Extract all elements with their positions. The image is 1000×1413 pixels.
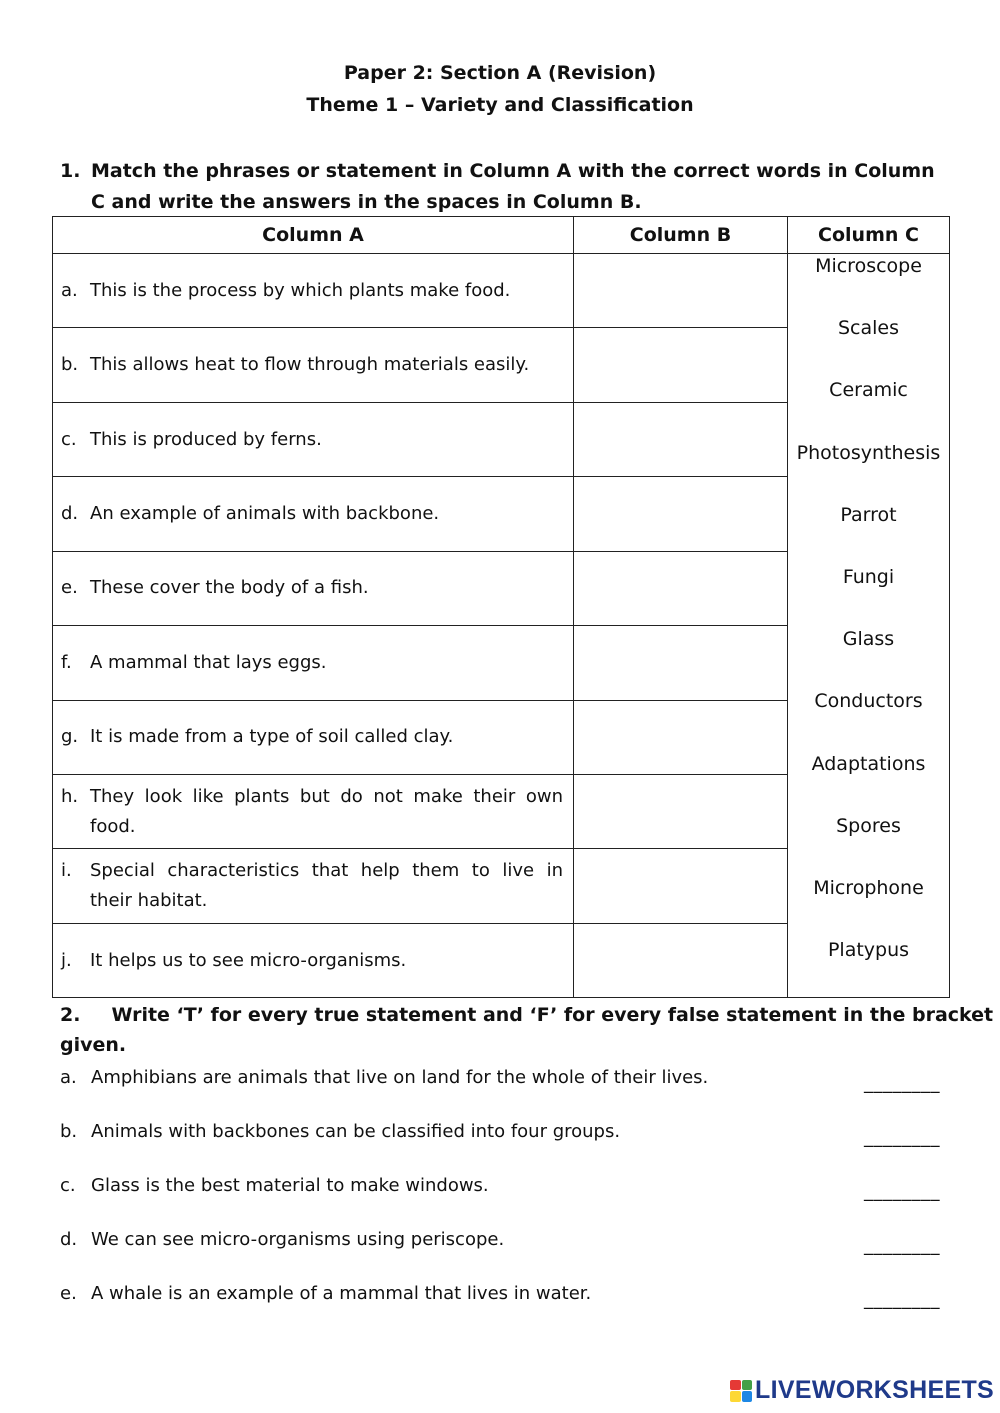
item-letter: b.: [60, 1121, 78, 1142]
column-c-header: Column C: [788, 217, 950, 254]
row-statement: This allows heat to flow through materials easily.: [90, 354, 530, 376]
table-header-row: [53, 217, 950, 254]
row-statement: This is produced by ferns.: [90, 428, 322, 450]
item-letter: e.: [60, 1283, 77, 1304]
answer-cell[interactable]: [574, 626, 788, 700]
logo-square-blue: [742, 1391, 753, 1402]
liveworksheets-logo[interactable]: [730, 1376, 994, 1405]
true-false-item: [60, 1172, 940, 1200]
answer-cell[interactable]: [574, 254, 788, 328]
row-letter: h.: [61, 785, 79, 807]
row-letter: f.: [61, 651, 72, 673]
column-a-cell: [53, 254, 574, 328]
question-number: 2.: [60, 1004, 81, 1026]
logo-square-yellow: [730, 1391, 741, 1402]
answer-cell[interactable]: [574, 774, 788, 848]
word-option: Parrot: [840, 503, 897, 526]
true-false-item: [60, 1118, 940, 1146]
row-letter: e.: [61, 577, 78, 599]
page-subtitle: Theme 1 – Variety and Classification: [306, 94, 694, 116]
answer-cell[interactable]: [574, 551, 788, 625]
column-b-header: Column B: [574, 217, 788, 254]
word-option: Conductors: [814, 690, 923, 713]
answer-blank[interactable]: ________: [864, 1181, 940, 1202]
answer-cell[interactable]: [574, 923, 788, 997]
answer-blank[interactable]: ________: [864, 1073, 940, 1094]
row-letter: a.: [61, 279, 78, 301]
column-a-cell: [53, 626, 574, 700]
column-a-cell: [53, 700, 574, 774]
row-statement: Special characteristics that help them to live in their habitat.: [90, 860, 563, 912]
page-title: Paper 2: Section A (Revision): [343, 62, 657, 84]
word-option: Scales: [837, 317, 900, 340]
row-statement: A mammal that lays eggs.: [90, 651, 327, 673]
answer-cell[interactable]: [574, 700, 788, 774]
word-option: Microscope: [815, 255, 922, 277]
column-a-cell: [53, 328, 574, 402]
word-option: Platypus: [827, 939, 910, 962]
row-letter: d.: [61, 502, 79, 524]
answer-cell[interactable]: [574, 477, 788, 551]
column-a-header: Column A: [53, 217, 574, 254]
row-letter: g.: [61, 726, 79, 748]
item-statement: We can see micro-organisms using periscope.: [91, 1229, 505, 1250]
column-a-cell: [53, 551, 574, 625]
row-statement: They look like plants but do not make their own food.: [90, 785, 563, 837]
word-option: Glass: [842, 628, 895, 651]
answer-blank[interactable]: ________: [864, 1289, 940, 1310]
column-c-word-list: [788, 254, 950, 998]
row-statement: This is the process by which plants make food.: [90, 279, 511, 301]
row-letter: i.: [61, 860, 72, 882]
logo-grid-icon: [730, 1380, 752, 1402]
row-statement: It is made from a type of soil called clay.: [90, 726, 454, 748]
item-statement: Animals with backbones can be classified into four groups.: [91, 1121, 621, 1142]
table-row: [53, 254, 950, 328]
row-statement: These cover the body of a fish.: [90, 577, 369, 599]
column-a-cell: [53, 774, 574, 848]
column-a-cell: [53, 849, 574, 923]
answer-cell[interactable]: [574, 402, 788, 476]
row-letter: j.: [61, 949, 72, 971]
word-option: Spores: [836, 814, 901, 837]
column-a-cell: [53, 402, 574, 476]
column-a-cell: [53, 477, 574, 551]
item-statement: Glass is the best material to make windows.: [91, 1175, 489, 1196]
row-statement: An example of animals with backbone.: [90, 502, 440, 524]
logo-text: LIVEWORKSHEETS: [755, 1376, 994, 1404]
row-letter: b.: [61, 354, 79, 376]
question-text: Write ‘T’ for every true statement and ‘F’ for every false statement in the bracket given.: [60, 1004, 994, 1056]
row-statement: It helps us to see micro-organisms.: [90, 949, 407, 971]
logo-square-red: [730, 1380, 741, 1391]
word-option: Fungi: [842, 565, 895, 588]
answer-cell[interactable]: [574, 328, 788, 402]
column-a-cell: [53, 923, 574, 997]
true-false-item: [60, 1064, 940, 1092]
true-false-item: [60, 1226, 940, 1254]
word-option: Microphone: [813, 876, 924, 899]
word-option: Adaptations: [811, 752, 926, 775]
question-text: Match the phrases or statement in Column A with the correct words in Column C and write the answers in the spaces in Column B.: [91, 160, 935, 213]
item-letter: c.: [60, 1175, 76, 1196]
word-option: Photosynthesis: [796, 441, 941, 464]
question-1-instruction: [60, 156, 940, 218]
matching-table: [52, 216, 950, 998]
item-statement: A whale is an example of a mammal that lives in water.: [91, 1283, 592, 1304]
question-number: 1.: [60, 160, 81, 182]
logo-square-green: [742, 1380, 753, 1391]
word-option: Ceramic: [829, 379, 908, 402]
answer-cell[interactable]: [574, 849, 788, 923]
row-letter: c.: [61, 428, 77, 450]
item-statement: Amphibians are animals that live on land for the whole of their lives.: [91, 1067, 709, 1088]
answer-blank[interactable]: ________: [864, 1127, 940, 1148]
item-letter: d.: [60, 1229, 78, 1250]
item-letter: a.: [60, 1067, 77, 1088]
question-2-instruction: [60, 1000, 1000, 1060]
answer-blank[interactable]: ________: [864, 1235, 940, 1256]
true-false-item: [60, 1280, 940, 1308]
